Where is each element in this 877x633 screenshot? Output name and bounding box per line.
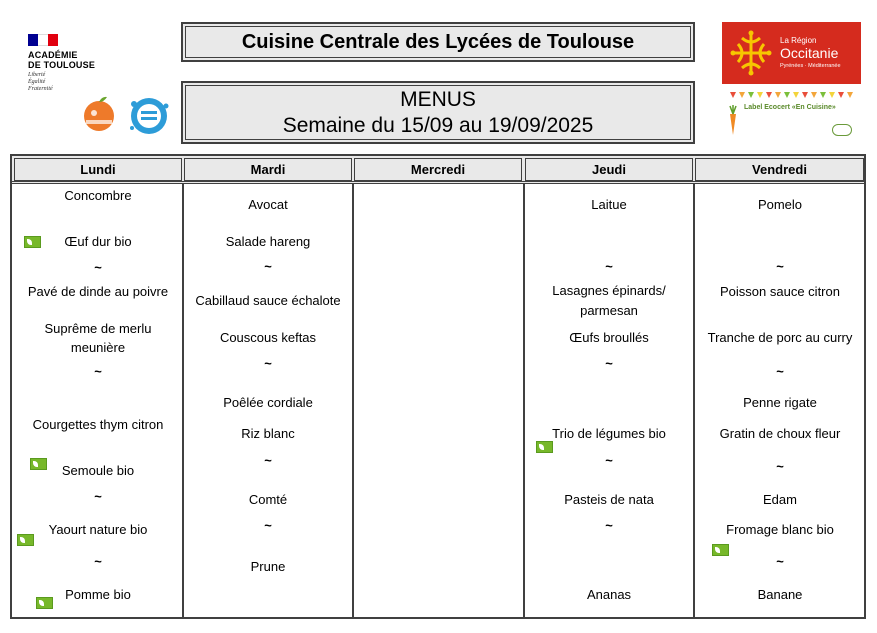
jeudi-item: Lasagnes épinards/ bbox=[552, 283, 666, 298]
academie-line1: ACADÉMIE bbox=[28, 50, 78, 60]
mardi-separator: ~ bbox=[264, 518, 272, 533]
milk-logo-icon bbox=[124, 96, 174, 136]
mardi-separator: ~ bbox=[264, 453, 272, 468]
motto-fraternite: Fraternité bbox=[28, 86, 53, 92]
header-jeudi: Jeudi bbox=[525, 158, 693, 181]
jeudi-separator: ~ bbox=[605, 259, 613, 274]
ecocert-logo bbox=[722, 92, 862, 138]
column-divider bbox=[523, 184, 525, 617]
jeudi-item: parmesan bbox=[580, 303, 638, 318]
lundi-separator: ~ bbox=[94, 260, 102, 275]
ecocert-seal-icon bbox=[832, 124, 852, 136]
academie-logo bbox=[28, 34, 118, 93]
page-title: Cuisine Centrale des Lycées de Toulouse bbox=[241, 30, 635, 53]
fruit-logo-icon bbox=[80, 94, 116, 134]
vendredi-item: Banane bbox=[757, 587, 803, 602]
vendredi-separator: ~ bbox=[776, 459, 784, 474]
title-box bbox=[181, 22, 695, 62]
mardi-item: Salade hareng bbox=[225, 234, 311, 249]
table-header bbox=[12, 156, 864, 184]
mardi-item: Couscous keftas bbox=[219, 330, 317, 345]
region-sub: Pyrénées · Méditerranée bbox=[780, 63, 841, 69]
menu-table bbox=[10, 154, 866, 619]
occitan-cross-icon bbox=[728, 28, 774, 78]
jeudi-item: Trio de légumes bio bbox=[552, 426, 666, 441]
lundi-item: meunière bbox=[70, 340, 126, 355]
jeudi-item: Laitue bbox=[591, 197, 627, 212]
academie-motto bbox=[28, 72, 118, 93]
lundi-item: Œuf dur bio bbox=[64, 234, 132, 249]
mardi-separator: ~ bbox=[264, 259, 272, 274]
jeudi-item: Pasteis de nata bbox=[564, 492, 654, 507]
ecocert-label: Label Ecocert «En Cuisine» bbox=[744, 104, 836, 111]
lundi-item: Pavé de dinde au poivre bbox=[27, 284, 169, 299]
vendredi-item: Gratin de choux fleur bbox=[719, 426, 841, 441]
vendredi-item: Penne rigate bbox=[743, 395, 817, 410]
mardi-item: Cabillaud sauce échalote bbox=[195, 293, 341, 308]
header-vendredi: Vendredi bbox=[695, 158, 864, 181]
bio-leaf-icon bbox=[17, 534, 34, 546]
lundi-item: Courgettes thym citron bbox=[32, 417, 164, 432]
mardi-item: Riz blanc bbox=[241, 426, 295, 441]
region-name: Occitanie bbox=[780, 45, 839, 61]
french-flag-icon bbox=[28, 34, 58, 46]
mardi-item: Avocat bbox=[248, 197, 288, 212]
vendredi-separator: ~ bbox=[776, 554, 784, 569]
region-small: La Région bbox=[780, 36, 817, 45]
region-occitanie-logo bbox=[722, 22, 861, 84]
lundi-item: Suprême de merlu bbox=[44, 321, 152, 336]
menus-box bbox=[181, 81, 695, 144]
lundi-item: Concombre bbox=[64, 188, 132, 203]
mardi-separator: ~ bbox=[264, 356, 272, 371]
menus-label: MENUS bbox=[400, 87, 476, 111]
header-mercredi: Mercredi bbox=[354, 158, 522, 181]
lundi-separator: ~ bbox=[94, 489, 102, 504]
jeudi-item: Ananas bbox=[586, 587, 632, 602]
academie-line2: DE TOULOUSE bbox=[28, 60, 96, 70]
jeudi-separator: ~ bbox=[605, 453, 613, 468]
bunting-icon bbox=[730, 92, 862, 98]
lundi-separator: ~ bbox=[94, 554, 102, 569]
vendredi-item: Pomelo bbox=[757, 197, 803, 212]
header-mardi: Mardi bbox=[184, 158, 352, 181]
vendredi-item: Fromage blanc bio bbox=[726, 522, 834, 537]
lundi-item: Yaourt nature bio bbox=[48, 522, 148, 537]
mardi-item: Poêlée cordiale bbox=[223, 395, 313, 410]
lundi-separator: ~ bbox=[94, 364, 102, 379]
mardi-item: Prune bbox=[250, 559, 286, 574]
header-lundi: Lundi bbox=[14, 158, 182, 181]
jeudi-separator: ~ bbox=[605, 518, 613, 533]
week-label: Semaine du 15/09 au 19/09/2025 bbox=[282, 113, 594, 137]
vendredi-separator: ~ bbox=[776, 259, 784, 274]
mardi-item: Comté bbox=[248, 492, 288, 507]
motto-egalite: Égalité bbox=[28, 79, 46, 85]
jeudi-item: Œufs broullés bbox=[569, 330, 649, 345]
vendredi-separator: ~ bbox=[776, 364, 784, 379]
jeudi-separator: ~ bbox=[605, 356, 613, 371]
vendredi-item: Tranche de porc au curry bbox=[707, 330, 853, 345]
carrot-icon bbox=[726, 104, 740, 136]
vendredi-item: Edam bbox=[763, 492, 797, 507]
lundi-item: Semoule bio bbox=[61, 463, 135, 478]
motto-liberte: Liberté bbox=[28, 72, 46, 78]
vendredi-item: Poisson sauce citron bbox=[720, 284, 840, 299]
lundi-item: Pomme bio bbox=[65, 587, 131, 602]
